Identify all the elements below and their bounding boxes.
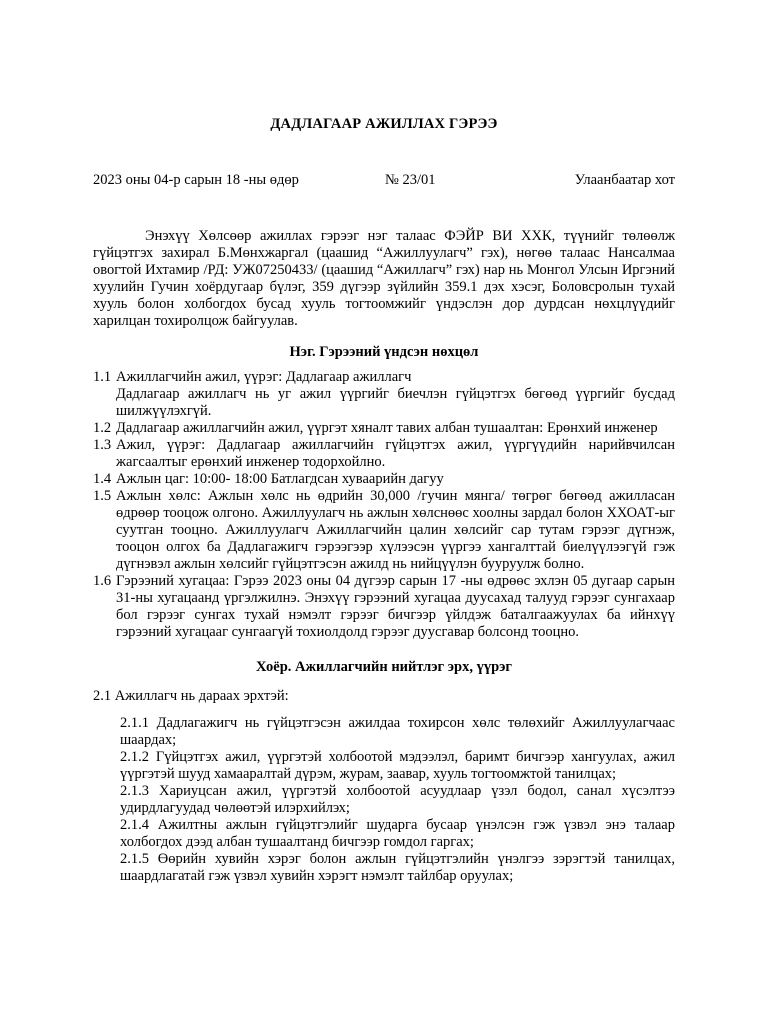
clause-text: Ажил, үүрэг: Дадлагаар ажиллагчийн гүйцэтгэх ажил, үүргүүдийн нарийвчилсан жагсаалтыг ерөнхий инженер тодорхойлно. bbox=[116, 437, 675, 470]
clause-number: 1.4 bbox=[93, 471, 112, 487]
clause-number: 1.6 bbox=[93, 573, 112, 589]
clause-2-1-3: 2.1.3 Хариуцсан ажил, үүргэтэй холбоотой асуудлаар үзэл бодол, санал хүсэлтээ удирдлагуудад чөлөөтэй илэрхийлэх; bbox=[120, 783, 675, 816]
clause-text: Ажлын хөлс: Ажлын хөлс нь өдрийн 30,000 /гучин мянга/ төгрөг бөгөөд ажилласан өдрөөр тооцож олгоно. Ажиллуулагч нь ажлын хөлснөөс хоолны зардал болон ХХОАТ-ыг суутган тооцно. Ажиллуулагч Ажиллагчийн цалин хөлсийг сар тутам гэрээг дүгнэж, тооцон олгох ба Дадлагажигч гэрээгээр хүлээсэн үүргээ хангалттай биелүүлээгүй гэж дүгнэвэл ажлын хөлсийг гүйцэтгэсэн ажилд нь нийцүүлэн бууруулж болно. bbox=[116, 488, 675, 572]
clause-2-1-5: 2.1.5 Өөрийн хувийн хэрэг болон ажлын гүйцэтгэлийн үнэлгээ зэрэгтэй танилцах, шаардлагатай гэж үзвэл хувийн хэрэгт нэмэлт тайлбар оруулах; bbox=[120, 851, 675, 884]
clause-1-6 bbox=[93, 573, 675, 641]
clause-2-1-intro: 2.1 Ажиллагч нь дараах эрхтэй: bbox=[93, 688, 289, 704]
clause-1-5 bbox=[93, 488, 675, 573]
clause-2-1-4: 2.1.4 Ажилтны ажлын гүйцэтгэлийг шударга бусаар үнэлсэн гэж үзвэл энэ талаар холбогдох дээд албан тушаалтанд бичгээр гомдол гаргах; bbox=[120, 817, 675, 850]
clause-text: Дадлагаар ажиллагчийн ажил, үүргэт хяналт тавих албан тушаалтан: Ерөнхий инженер bbox=[116, 420, 658, 436]
clause-text: Ажлын цаг: 10:00- 18:00 Батлагдсан хуваарийн дагуу bbox=[116, 471, 444, 487]
document-meta bbox=[93, 172, 675, 192]
clause-1-4 bbox=[93, 471, 675, 488]
clause-1-1 bbox=[93, 369, 675, 420]
section-2-heading: Хоёр. Ажиллагчийн нийтлэг эрх, үүрэг bbox=[255, 659, 512, 675]
clause-text: Ажиллагчийн ажил, үүрэг: Дадлагаар ажиллагч bbox=[116, 369, 412, 385]
clause-1-3 bbox=[93, 437, 675, 471]
contract-number: № 23/01 bbox=[385, 172, 436, 188]
clause-2-1-2: 2.1.2 Гүйцэтгэх ажил, үүргэтэй холбоотой мэдээлэл, баримт бичгээр хангуулах, ажил үүргэтэй шууд хамааралтай дүрэм, журам, заавар, хууль тогтоомжтой танилцах; bbox=[120, 749, 675, 782]
clause-number: 1.2 bbox=[93, 420, 112, 436]
contract-date: 2023 оны 04-р сарын 18 -ны өдөр bbox=[93, 172, 299, 188]
document-title: ДАДЛАГААР АЖИЛЛАХ ГЭРЭЭ bbox=[270, 116, 498, 132]
clause-text: Гэрээний хугацаа: Гэрээ 2023 оны 04 дүгээр сарын 17 -ны өдрөөс эхлэн 05 дугаар сарын 31-ны хугацаанд үргэлжилнэ. Энэхүү гэрээний хугацаа дуусахад талууд гэрээг сунгахаар бол гэрээг сунгах тухай нэмэлт гэрээг бичгээр үйлдэж баталгаажуулах ба ийнхүү гэрээний хугацааг сунгаагүй тохиолдолд гэрээг дуусгавар болсонд тооцно. bbox=[116, 573, 675, 640]
clause-number: 1.3 bbox=[93, 437, 112, 453]
clause-subtext: Дадлагаар ажиллагч нь уг ажил үүргийг биечлэн гүйцэтгэх бөгөөд үүргийг бусдад шилжүүлэхгүй. bbox=[116, 386, 675, 419]
intro-paragraph: Энэхүү Хөлсөөр ажиллах гэрээг нэг талаас ФЭЙР ВИ ХХК, түүнийг төлөөлж гүйцэтгэх захирал Б.Мөнхжаргал (цаашид “Ажиллуулагч” гэх), нөгөө талаас Нансалмаа овогтой Ихтамир /РД: УЖ07250433/ (цаашид “Ажиллагч” гэх) нар нь Монгол Улсын Иргэний хуулийн Гучин хоёрдугаар бүлэг, 359 дүгээр зүйлийн 359.1 дэх хэсэг, Боловсролын тухай хууль болон холбогдох бусад хууль тогтоомжийг үндэслэн дор дурдсан нөхцлүүдийг харилцан тохиролцож байгуулав. bbox=[93, 228, 675, 329]
document-body bbox=[93, 228, 675, 885]
clause-2-1-list bbox=[93, 715, 675, 885]
clause-number: 1.5 bbox=[93, 488, 112, 504]
contract-city: Улаанбаатар хот bbox=[574, 172, 675, 188]
clause-2-1-1: 2.1.1 Дадлагажигч нь гүйцэтгэсэн ажилдаа тохирсон хөлс төлөхийг Ажиллуулагчаас шаардах; bbox=[120, 715, 675, 748]
clause-1-2 bbox=[93, 420, 675, 437]
clause-number: 1.1 bbox=[93, 369, 112, 385]
section-1-heading: Нэг. Гэрээний үндсэн нөхцөл bbox=[289, 344, 479, 360]
